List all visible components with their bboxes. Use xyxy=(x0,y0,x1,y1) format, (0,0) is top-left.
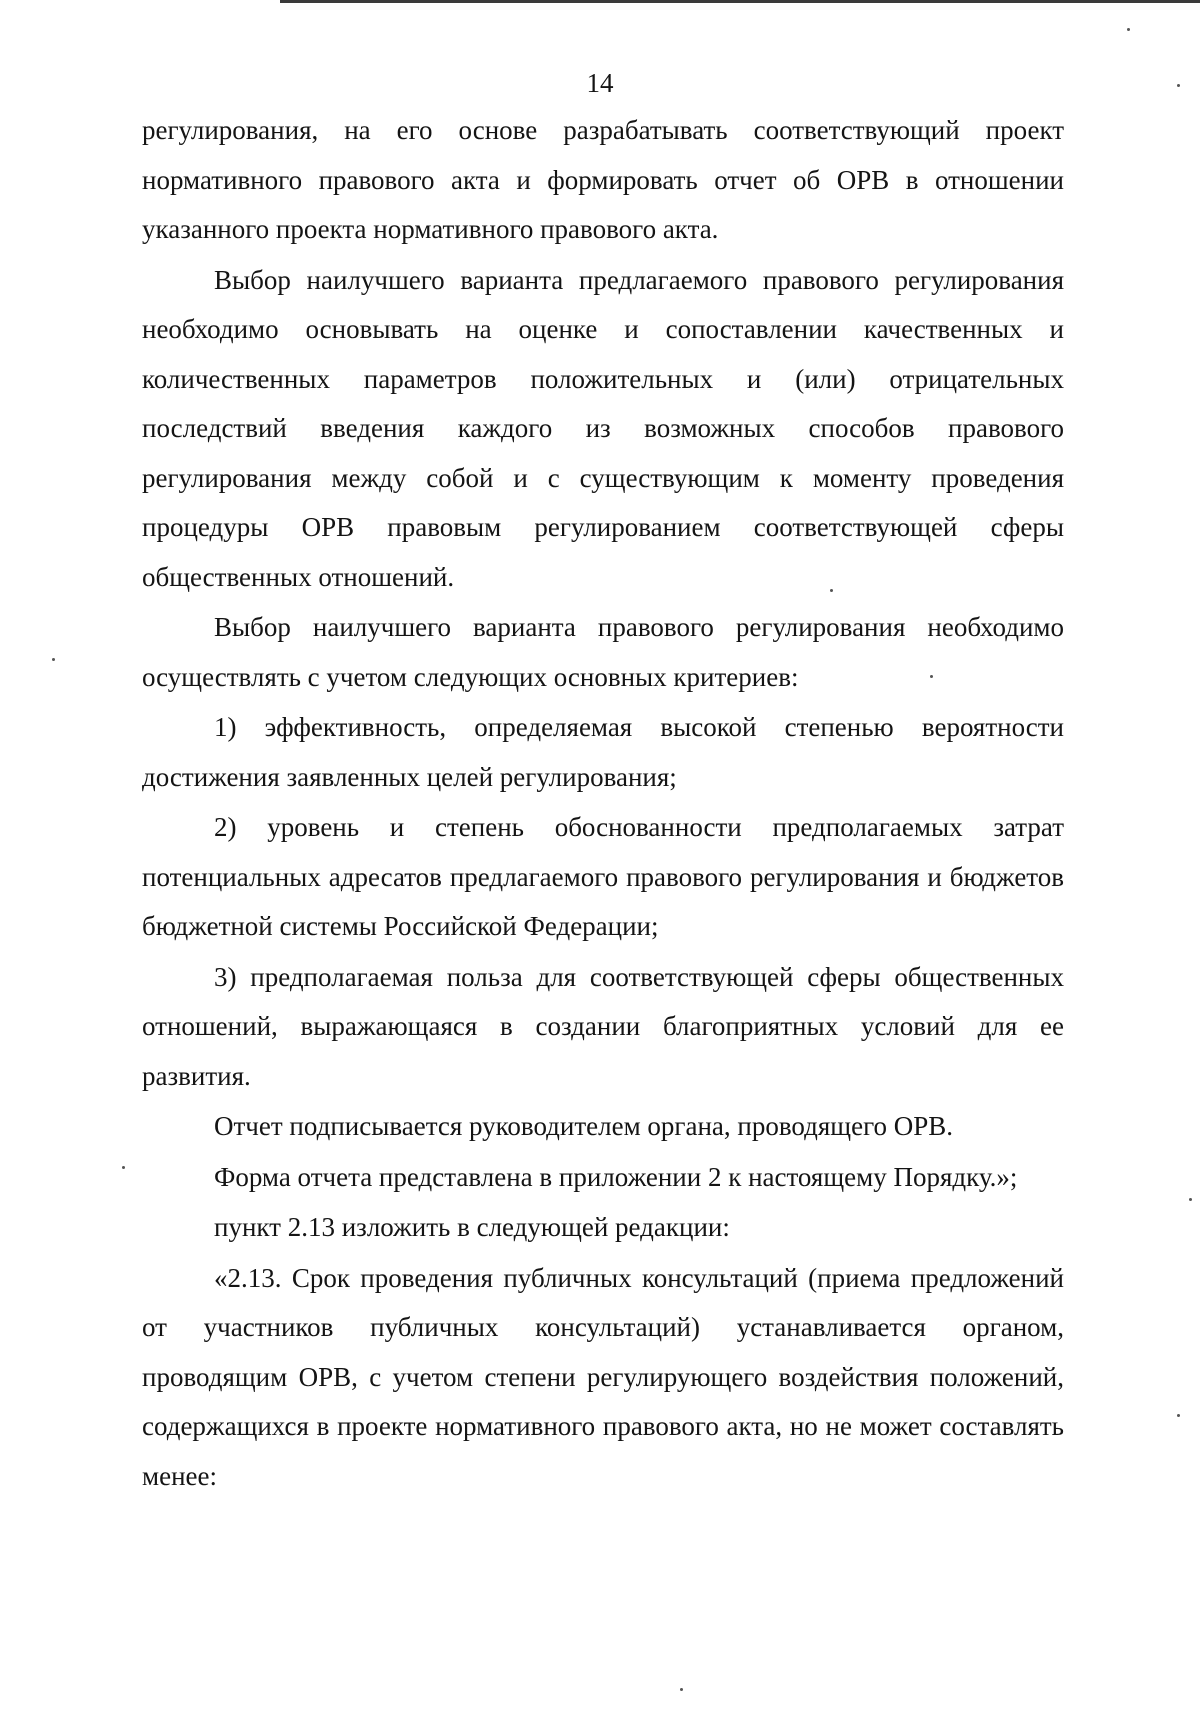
document-body xyxy=(142,106,1064,1501)
top-border-line xyxy=(280,0,1200,3)
scan-speck xyxy=(1127,28,1130,31)
paragraph-clause-2-13: «2.13. Срок проведения публичных консультаций (приема предложений от участников публичных консультаций) устанавливается органом, проводящим ОРВ, с учетом степени регулирующего воздействия положений, содержащихся в проекте нормативного правового акта, но не может составлять менее: xyxy=(142,1262,1064,1491)
page-number: 14 xyxy=(586,68,614,98)
scan-speck xyxy=(1177,1414,1180,1417)
list-item-costs: 2) уровень и степень обоснованности предполагаемых затрат потенциальных адресатов предлагаемого правового регулирования и бюджетов бюджетной системы Российской Федерации; xyxy=(142,812,1064,941)
paragraph-amendment-instruction: пункт 2.13 изложить в следующей редакции: xyxy=(214,1212,730,1242)
scan-speck xyxy=(830,589,833,592)
scan-speck xyxy=(680,1688,683,1691)
scan-speck xyxy=(1177,84,1180,87)
list-item-benefit: 3) предполагаемая польза для соответствующей сферы общественных отношений, выражающаяся в создании благоприятных условий для ее развития. xyxy=(142,961,1064,1091)
paragraph-report-signing: Отчет подписывается руководителем органа, проводящего ОРВ. xyxy=(214,1111,954,1141)
list-item-effectiveness: 1) эффективность, определяемая высокой степенью вероятности достижения заявленных целей регулирования; xyxy=(142,712,1064,792)
scan-speck xyxy=(1189,1198,1192,1201)
scan-speck xyxy=(122,1166,125,1169)
paragraph-criteria-intro: Выбор наилучшего варианта правового регулирования необходимо осуществлять с учетом следующих основных критериев: xyxy=(142,612,1064,692)
scan-speck xyxy=(52,658,55,661)
paragraph-report-form: Форма отчета представлена в приложении 2 к настоящему Порядку.»; xyxy=(214,1161,1018,1192)
scan-speck xyxy=(930,675,933,678)
paragraph-best-option-selection: Выбор наилучшего варианта предлагаемого правового регулирования необходимо основывать на оценке и сопоставлении качественных и количественных параметров положительных и (или) отрицательных последствий введения каждого из возможных способов правового регулирования между собой и с существующим к моменту проведения процедуры ОРВ правовым регулированием соответствующей сферы общественных отношений. xyxy=(142,264,1064,592)
paragraph-continuation: регулирования, на его основе разрабатывать соответствующий проект нормативного правового акта и формировать отчет об ОРВ в отношении указанного проекта нормативного правового акта. xyxy=(142,115,1064,244)
